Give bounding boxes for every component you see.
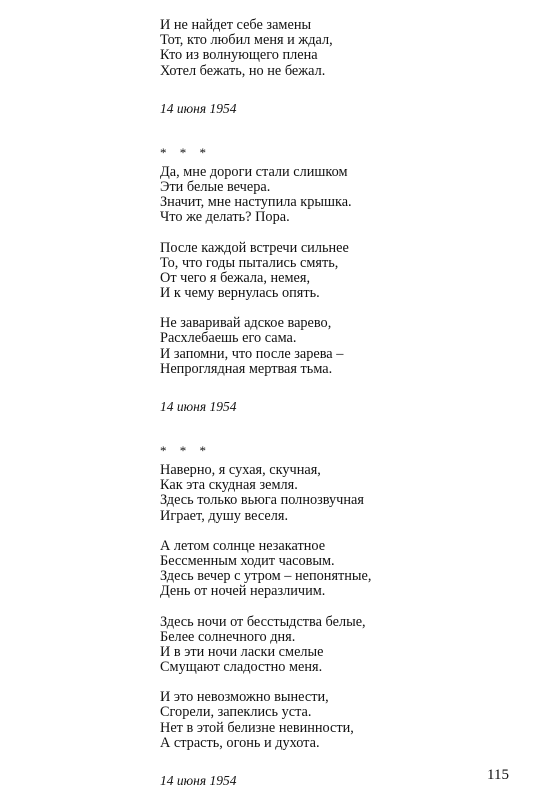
poem2-stanza-2 bbox=[160, 241, 530, 302]
poem-line: Хотел бежать, но не бежал. bbox=[160, 62, 326, 79]
poem-line: Тот, кто любил меня и ждал, bbox=[160, 32, 333, 49]
poem2-stanza-1 bbox=[160, 165, 530, 226]
poem3-stanza-1 bbox=[160, 463, 530, 524]
poem3-stanza-3 bbox=[160, 615, 530, 676]
poem-line: Не заваривай адское варево, bbox=[160, 315, 332, 332]
poem-line: Нет в этой белизне невинности, bbox=[160, 719, 354, 736]
poem-line: Расхлебаешь его сама. bbox=[160, 330, 297, 347]
poem-line: Эти белые вечера. bbox=[160, 178, 271, 195]
poem3-date: 14 июня 1954 bbox=[160, 773, 237, 788]
poem-line: Здесь ночи от бесстыдства белые, bbox=[160, 613, 366, 630]
poem-line: Значит, мне наступила крышка. bbox=[160, 194, 352, 211]
poem-line: И в эти ночи ласки смелые bbox=[160, 643, 324, 660]
poem-line: А страсть, огонь и духота. bbox=[160, 734, 320, 751]
poem-line: Сгорели, запеклись уста. bbox=[160, 704, 312, 721]
page-body bbox=[160, 18, 530, 788]
poem1-date: 14 июня 1954 bbox=[160, 100, 237, 116]
poem-line: И запомни, что после зарева – bbox=[160, 345, 344, 362]
poem-line: И к чему вернулась опять. bbox=[160, 285, 320, 302]
poem-line: И это невозможно вынести, bbox=[160, 689, 329, 706]
poem-line: Да, мне дороги стали слишком bbox=[160, 163, 348, 180]
poem-line: Здесь вечер с утром – непонятные, bbox=[160, 568, 372, 585]
poem-line: То, что годы пытались смять, bbox=[160, 254, 339, 271]
poem2-stanza-3 bbox=[160, 316, 530, 377]
poem-line: Бессменным ходит часовым. bbox=[160, 552, 335, 569]
poem2-date: 14 июня 1954 bbox=[160, 399, 237, 414]
poem-line: После каждой встречи сильнее bbox=[160, 239, 349, 256]
poem-line: И не найдет себе замены bbox=[160, 17, 312, 33]
poem-line: Наверно, я сухая, скучная, bbox=[160, 462, 321, 478]
poem-line: Непроглядная мертвая тьма. bbox=[160, 360, 333, 377]
poem-line: Что же делать? Пора. bbox=[160, 209, 290, 226]
poem-line: Смущают сладостно меня. bbox=[160, 659, 323, 676]
poem3-stanza-2 bbox=[160, 539, 530, 600]
poem-line: Кто из волнующего плена bbox=[160, 47, 318, 64]
poem-line: День от ночей неразличим. bbox=[160, 583, 326, 600]
poem-line: А летом солнце незакатное bbox=[160, 537, 326, 554]
poem-line: Здесь только вьюга полнозвучная bbox=[160, 492, 364, 509]
poem2-separator: * * * bbox=[160, 144, 211, 160]
poem-line: Как эта скудная земля. bbox=[160, 477, 298, 494]
poem-line: Белее солнечного дня. bbox=[160, 628, 296, 645]
poem-line: Играет, душу веселя. bbox=[160, 507, 289, 524]
poem1-stanza bbox=[160, 18, 530, 79]
poem-line: От чего я бежала, немея, bbox=[160, 269, 311, 286]
poem3-separator: * * * bbox=[160, 443, 211, 458]
poem3-stanza-4 bbox=[160, 690, 530, 751]
page-number: 115 bbox=[487, 767, 509, 783]
